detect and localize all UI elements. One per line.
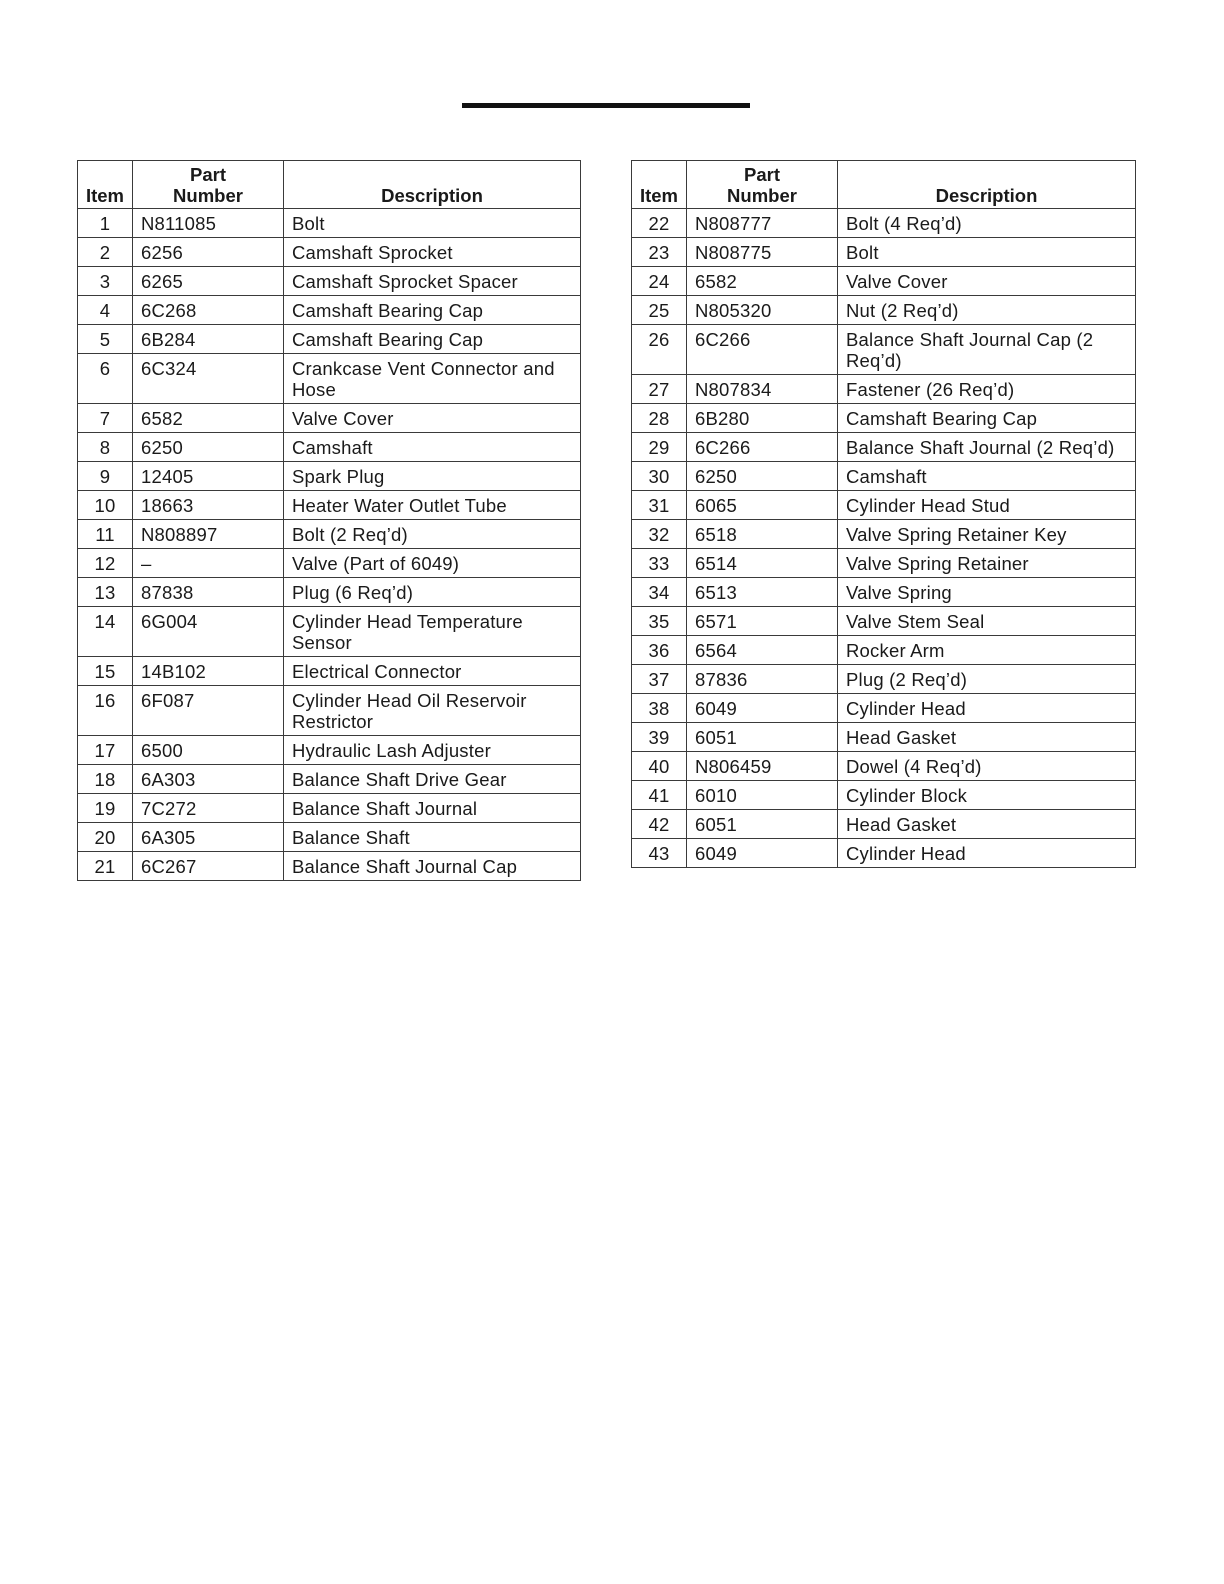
description-cell: Hydraulic Lash Adjuster	[284, 736, 581, 765]
description-cell: Camshaft Sprocket Spacer	[284, 267, 581, 296]
description-cell: Dowel (4 Req’d)	[838, 752, 1136, 781]
item-cell: 16	[78, 686, 133, 736]
part-number-cell: 6C268	[133, 296, 284, 325]
table-row	[78, 686, 581, 736]
item-cell: 10	[78, 491, 133, 520]
item-cell: 3	[78, 267, 133, 296]
table-row	[78, 325, 581, 354]
table-row	[78, 852, 581, 881]
item-cell: 24	[632, 267, 687, 296]
part-number-cell: 6B284	[133, 325, 284, 354]
part-number-cell: 6C324	[133, 354, 284, 404]
part-number-cell: 7C272	[133, 794, 284, 823]
description-cell: Cylinder Head Stud	[838, 491, 1136, 520]
part-number-cell: 6B280	[687, 404, 838, 433]
part-number-cell: 6A305	[133, 823, 284, 852]
item-cell: 28	[632, 404, 687, 433]
part-number-cell: N811085	[133, 209, 284, 238]
description-cell: Camshaft	[284, 433, 581, 462]
part-number-cell: 6582	[133, 404, 284, 433]
item-cell: 15	[78, 657, 133, 686]
description-cell: Valve Cover	[284, 404, 581, 433]
description-cell: Bolt	[284, 209, 581, 238]
table-row	[632, 781, 1136, 810]
table-header-row	[632, 161, 1136, 209]
item-cell: 41	[632, 781, 687, 810]
description-cell: Camshaft	[838, 462, 1136, 491]
item-cell: 8	[78, 433, 133, 462]
part-number-cell: 6C266	[687, 325, 838, 375]
table-row	[632, 665, 1136, 694]
item-cell: 17	[78, 736, 133, 765]
table-row	[78, 433, 581, 462]
item-cell: 18	[78, 765, 133, 794]
item-cell: 29	[632, 433, 687, 462]
part-number-cell: 6571	[687, 607, 838, 636]
part-number-cell: 6F087	[133, 686, 284, 736]
item-cell: 34	[632, 578, 687, 607]
item-cell: 30	[632, 462, 687, 491]
header-item: Item	[78, 161, 133, 209]
table-row	[632, 375, 1136, 404]
item-cell: 9	[78, 462, 133, 491]
item-cell: 23	[632, 238, 687, 267]
part-number-cell: 6265	[133, 267, 284, 296]
part-number-cell: 18663	[133, 491, 284, 520]
description-cell: Head Gasket	[838, 723, 1136, 752]
description-cell: Fastener (26 Req’d)	[838, 375, 1136, 404]
table-row	[78, 607, 581, 657]
header-part-line2: Number	[173, 185, 243, 206]
table-row	[632, 433, 1136, 462]
description-cell: Rocker Arm	[838, 636, 1136, 665]
description-cell: Camshaft Bearing Cap	[284, 296, 581, 325]
description-cell: Electrical Connector	[284, 657, 581, 686]
part-number-cell: 12405	[133, 462, 284, 491]
table-row	[632, 296, 1136, 325]
description-cell: Cylinder Head Oil Reservoir Restrictor	[284, 686, 581, 736]
description-cell: Camshaft Bearing Cap	[284, 325, 581, 354]
title-rule	[462, 103, 750, 108]
part-number-cell: 6A303	[133, 765, 284, 794]
description-cell: Camshaft Sprocket	[284, 238, 581, 267]
item-cell: 2	[78, 238, 133, 267]
table-row	[632, 209, 1136, 238]
part-number-cell: 87838	[133, 578, 284, 607]
description-cell: Valve Spring	[838, 578, 1136, 607]
description-cell: Plug (2 Req’d)	[838, 665, 1136, 694]
item-cell: 37	[632, 665, 687, 694]
item-cell: 13	[78, 578, 133, 607]
header-description: Description	[838, 161, 1136, 209]
table-row	[632, 810, 1136, 839]
table-row	[632, 238, 1136, 267]
table-row	[632, 267, 1136, 296]
item-cell: 40	[632, 752, 687, 781]
description-cell: Heater Water Outlet Tube	[284, 491, 581, 520]
table-row	[632, 404, 1136, 433]
table-row	[78, 794, 581, 823]
table-row	[78, 209, 581, 238]
item-cell: 31	[632, 491, 687, 520]
item-cell: 14	[78, 607, 133, 657]
description-cell: Camshaft Bearing Cap	[838, 404, 1136, 433]
item-cell: 26	[632, 325, 687, 375]
item-cell: 39	[632, 723, 687, 752]
description-cell: Nut (2 Req’d)	[838, 296, 1136, 325]
header-part-line1: Part	[744, 164, 780, 185]
description-cell: Balance Shaft Journal Cap	[284, 852, 581, 881]
description-cell: Balance Shaft Drive Gear	[284, 765, 581, 794]
description-cell: Balance Shaft Journal	[284, 794, 581, 823]
table-row	[632, 636, 1136, 665]
description-cell: Head Gasket	[838, 810, 1136, 839]
header-part-line1: Part	[190, 164, 226, 185]
part-number-cell: 87836	[687, 665, 838, 694]
parts-table-left-body	[78, 209, 581, 881]
table-row	[78, 520, 581, 549]
part-number-cell: 6518	[687, 520, 838, 549]
table-row	[78, 657, 581, 686]
item-cell: 11	[78, 520, 133, 549]
part-number-cell: 6514	[687, 549, 838, 578]
table-row	[632, 491, 1136, 520]
table-row	[78, 296, 581, 325]
part-number-cell: 6049	[687, 839, 838, 868]
part-number-cell: 6G004	[133, 607, 284, 657]
header-description: Description	[284, 161, 581, 209]
header-part-number	[687, 161, 838, 209]
table-row	[632, 839, 1136, 868]
table-row	[78, 823, 581, 852]
table-row	[78, 578, 581, 607]
item-cell: 38	[632, 694, 687, 723]
part-number-cell: N806459	[687, 752, 838, 781]
part-number-cell: N808775	[687, 238, 838, 267]
description-cell: Valve Spring Retainer Key	[838, 520, 1136, 549]
item-cell: 6	[78, 354, 133, 404]
table-row	[78, 238, 581, 267]
table-row	[78, 267, 581, 296]
part-number-cell: N808777	[687, 209, 838, 238]
table-row	[632, 578, 1136, 607]
description-cell: Valve Stem Seal	[838, 607, 1136, 636]
table-row	[78, 549, 581, 578]
item-cell: 42	[632, 810, 687, 839]
description-cell: Valve Cover	[838, 267, 1136, 296]
table-row	[632, 752, 1136, 781]
part-number-cell: 6500	[133, 736, 284, 765]
item-cell: 7	[78, 404, 133, 433]
part-number-cell: 6256	[133, 238, 284, 267]
table-row	[78, 462, 581, 491]
item-cell: 21	[78, 852, 133, 881]
part-number-cell: 6250	[687, 462, 838, 491]
table-row	[632, 607, 1136, 636]
part-number-cell: 6250	[133, 433, 284, 462]
description-cell: Valve Spring Retainer	[838, 549, 1136, 578]
part-number-cell: N805320	[687, 296, 838, 325]
part-number-cell: 6C266	[687, 433, 838, 462]
item-cell: 32	[632, 520, 687, 549]
part-number-cell: N808897	[133, 520, 284, 549]
header-item: Item	[632, 161, 687, 209]
header-part-line2: Number	[727, 185, 797, 206]
item-cell: 19	[78, 794, 133, 823]
item-cell: 1	[78, 209, 133, 238]
table-row	[78, 404, 581, 433]
part-number-cell: 6051	[687, 810, 838, 839]
part-number-cell: 6582	[687, 267, 838, 296]
table-row	[78, 354, 581, 404]
description-cell: Cylinder Block	[838, 781, 1136, 810]
description-cell: Balance Shaft Journal (2 Req’d)	[838, 433, 1136, 462]
part-number-cell: 6010	[687, 781, 838, 810]
table-row	[78, 765, 581, 794]
item-cell: 36	[632, 636, 687, 665]
part-number-cell: N807834	[687, 375, 838, 404]
table-row	[632, 325, 1136, 375]
table-row	[632, 520, 1136, 549]
description-cell: Balance Shaft Journal Cap (2 Req’d)	[838, 325, 1136, 375]
part-number-cell: 14B102	[133, 657, 284, 686]
description-cell: Bolt (4 Req’d)	[838, 209, 1136, 238]
part-number-cell: 6C267	[133, 852, 284, 881]
description-cell: Crankcase Vent Connector and Hose	[284, 354, 581, 404]
item-cell: 35	[632, 607, 687, 636]
description-cell: Bolt (2 Req’d)	[284, 520, 581, 549]
part-number-cell: 6051	[687, 723, 838, 752]
item-cell: 25	[632, 296, 687, 325]
item-cell: 12	[78, 549, 133, 578]
part-number-cell: 6564	[687, 636, 838, 665]
table-row	[78, 491, 581, 520]
item-cell: 33	[632, 549, 687, 578]
item-cell: 43	[632, 839, 687, 868]
table-row	[78, 736, 581, 765]
description-cell: Valve (Part of 6049)	[284, 549, 581, 578]
parts-table-right	[631, 160, 1136, 868]
description-cell: Balance Shaft	[284, 823, 581, 852]
part-number-cell: 6513	[687, 578, 838, 607]
header-part-number	[133, 161, 284, 209]
table-header-row	[78, 161, 581, 209]
description-cell: Bolt	[838, 238, 1136, 267]
part-number-cell: –	[133, 549, 284, 578]
part-number-cell: 6049	[687, 694, 838, 723]
table-row	[632, 694, 1136, 723]
item-cell: 4	[78, 296, 133, 325]
item-cell: 5	[78, 325, 133, 354]
part-number-cell: 6065	[687, 491, 838, 520]
parts-table-right-body	[632, 209, 1136, 868]
parts-table-left	[77, 160, 581, 881]
table-row	[632, 723, 1136, 752]
table-row	[632, 549, 1136, 578]
description-cell: Spark Plug	[284, 462, 581, 491]
item-cell: 27	[632, 375, 687, 404]
item-cell: 20	[78, 823, 133, 852]
description-cell: Cylinder Head	[838, 839, 1136, 868]
description-cell: Plug (6 Req’d)	[284, 578, 581, 607]
item-cell: 22	[632, 209, 687, 238]
description-cell: Cylinder Head Temperature Sensor	[284, 607, 581, 657]
description-cell: Cylinder Head	[838, 694, 1136, 723]
table-row	[632, 462, 1136, 491]
